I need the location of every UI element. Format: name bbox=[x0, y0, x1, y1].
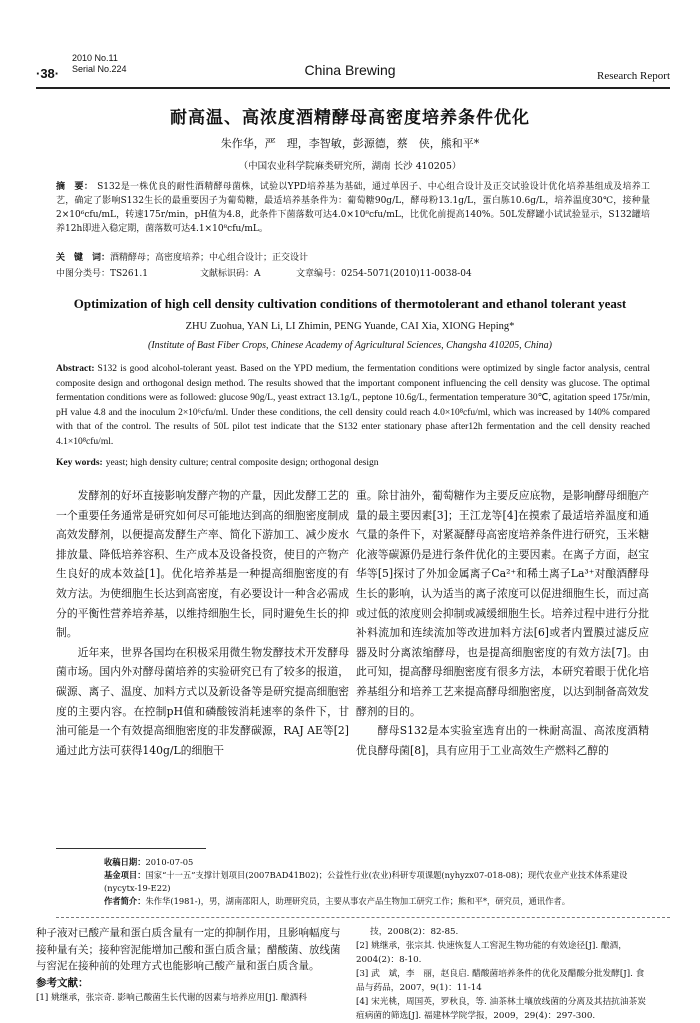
footnote-author bbox=[104, 895, 650, 908]
reference-item: [3] 武 斌，李 丽，赵良启. 醋酸菌培养条件的优化及醋酸分批发酵[J]. 食品与药品，2007，9(1)：11-14 bbox=[356, 969, 645, 993]
footnote-author-label: 作者简介： bbox=[104, 896, 146, 906]
footnote-fund-text: 国家“十一五”支撑计划项目(2007BAD41B02)；公益性行业(农业)科研专项课题(nyhyzx07-018-08)；现代农业产业技术体系建设(nycytx-19-E22) bbox=[104, 870, 628, 893]
continuation-text: 种子液对已酸产量和蛋白质含量有一定的抑制作用，且影响幅度与接种量有关；接种窖泥能增加己酸和蛋白质含量；醋酸菌、放线菌与窖泥在接种前的处理方式也能影响己酸产量和蛋白质含量。 bbox=[36, 927, 341, 972]
document-code: 文献标识码：A bbox=[200, 269, 261, 279]
reference-item: [2] 姚继承，张宗其. 快速恢复人工窖泥生物功能的有效途径[J]. 酿酒，2004(2)：8-10. bbox=[356, 941, 627, 965]
references-heading: 参考文献： bbox=[36, 976, 89, 989]
footnote-received bbox=[104, 856, 650, 869]
reference-item-continued: 技，2008(2)：82-85. bbox=[370, 927, 459, 937]
continuation-right bbox=[356, 925, 652, 1023]
abstract-english-label: Abstract: bbox=[56, 364, 95, 374]
affiliation-chinese: （中国农业科学院麻类研究所，湖南 长沙 410205） bbox=[238, 161, 462, 172]
abstract-chinese bbox=[56, 180, 650, 236]
abstract-english-text: S132 is good alcohol-tolerant yeast. Based on the YPD medium, the fermentation conditions were optimized by single factor analysis, central composite design and orthogonal design method. The results showed that the important component influencing the cell density was glucose. The optimal fermentation conditions were as followed: glucose 90g/L, yeast extract 13.1g/L, peptone 10.6g/L, fermentation temperature 30℃, agitation speed 175r/min, pH value 4.8 and the inoculum 2×10⁶cfu/ml. Under these conditions, the cell density could reach 4.0×10⁸cfu/ml, which was increased by 140% compared with that of the control. The results of 50L pilot test indicate that the S132 enter stationary phase after12h fermentation and the cell density reached 4.1×10⁸cfu/ml. bbox=[56, 364, 650, 447]
footnote-author-text: 朱作华(1981-)，男，湖南邵阳人，助理研究员，主要从事农产品生物加工研究工作；熊和平*，研究员，通讯作者。 bbox=[145, 896, 570, 906]
footnote-fund-label: 基金项目： bbox=[104, 870, 146, 880]
continuation-left bbox=[36, 925, 346, 1005]
header-rule bbox=[36, 87, 670, 89]
reference-item: [1] 姚继承，张宗奇. 影响己酸菌生长代谢的因素与培养应用[J]. 酿酒科 bbox=[36, 993, 307, 1003]
body-column-left bbox=[56, 486, 349, 760]
keywords-english-text: yeast; high density culture; central composite design; orthogonal design bbox=[105, 458, 379, 468]
footnotes bbox=[104, 856, 650, 908]
reference-item: [4] 宋光桃，周国英，罗秋良，等. 油茶林土壤放线菌的分离及其拮抗油茶炭疽病菌的筛选[J]. 福建林学院学报，2009，29(4)：297-300. bbox=[356, 997, 646, 1021]
body-paragraph: 近年来，世界各国均在积极采用微生物发酵技术开发酵母菌市场。国内外对酵母菌培养的实验研究已有了较多的报道，碳源、离子、温度、加料方式以及新设备等是研究提高细胞密度的主要内容。在控制pH值和磷酸铵消耗速率的条件下，甘油可能是一个有效提高细胞密度的非发酵碳源，RAJ AE等[2]通过此方法可获得140g/L的细胞干 bbox=[56, 645, 349, 757]
footnote-received-date: 2010-07-05 bbox=[145, 857, 194, 867]
footnote-rule bbox=[56, 848, 206, 849]
page-divider bbox=[56, 917, 670, 918]
journal-name: China Brewing bbox=[304, 62, 396, 78]
authors-english: ZHU Zuohua, YAN Li, LI Zhimin, PENG Yuande, CAI Xia, XIONG Heping* bbox=[185, 321, 515, 332]
authors-chinese: 朱作华，严 理，李智敏，彭源德，蔡 侠，熊和平* bbox=[220, 137, 480, 150]
article-number: 文章编号：0254-5071(2010)11-0038-04 bbox=[296, 269, 472, 279]
page-number: ·38· bbox=[36, 66, 60, 81]
abstract-english bbox=[56, 362, 650, 449]
keywords-chinese bbox=[56, 250, 650, 263]
abstract-chinese-text: S132是一株优良的耐性酒精酵母菌株，试验以YPD培养基为基础，通过单因子、中心组合设计及正交试验设计优化培养基组成及培养工艺，确定了影响S132生长的最重要因子为葡萄糖，最适培养基条件为：葡萄糖90g/L，酵母粉13.1g/L，蛋白胨10.6g/L，培养温度30℃，接种量2×10⁶cfu/mL，转速175r/min，pH值为4.8，此条件下菌落数可达4.0×10⁸cfu/mL，比优化前提高140%。50L发酵罐小试试验显示，S132罐培养12h即进入稳定期，菌落数可达4.1×10⁸cfu/mL。 bbox=[56, 182, 650, 234]
footnote-fund bbox=[104, 869, 650, 895]
issue-serial: Serial No.224 bbox=[72, 64, 127, 74]
section-name: Research Report bbox=[597, 70, 670, 82]
body-column-right bbox=[356, 486, 649, 760]
clc-number: 中图分类号：TS261.1 bbox=[56, 269, 148, 279]
body-paragraph: 发酵剂的好坏直接影响发酵产物的产量，因此发酵工艺的一个重要任务通常是研究如何尽可能地达到高的细胞密度制成高效发酵剂，以便提高发酵生产率、简化下游加工、减少废水排放量、降低培养容积、生产成本及设备投资，使目的产物产生良好的成本效益[1]。优化培养基是一种提高细胞密度的有效方法。为使细胞生长达到高密度，有必要设计一种含必需成分的平衡性营养培养基，以维持细胞生长，同时避免生长的抑制。 bbox=[56, 489, 349, 640]
keywords-english bbox=[56, 458, 650, 468]
footnote-received-label: 收稿日期： bbox=[104, 857, 146, 867]
body-paragraph: 重。除甘油外，葡萄糖作为主要反应底物，是影响酵母细胞产量的最主要因素[3]；王江龙等[4]在摸索了最适培养温度和通气量的条件下，对紧凝酵母高密度培养条件进行研究，玉米糖化液等碳源仍是进行条件优化的主要因素。在离子方面，赵宝华等[5]探讨了外加金属离子Ca²⁺和稀土离子La³⁺对酿酒酵母生长的影响，认为适当的离子浓度可以促进细胞生长，而过高或过低的浓度则会抑制或减缓细胞生长。培养过程中进行分批补料流加和连续流加等改进加料方法[6]或者内置膜过滤反应器及时分离浓缩酵母，也是提高细胞密度的有效方法[7]。由此可知，提高酵母细胞密度有很多方法，本研究着眼于优化培养基组分和培养工艺来提高酵母细胞密度，以达到制备高效发酵剂的目的。 bbox=[356, 489, 649, 718]
abstract-chinese-label: 摘 要： bbox=[56, 182, 94, 192]
keywords-chinese-label: 关 键 词： bbox=[56, 253, 111, 263]
keywords-english-label: Key words: bbox=[56, 458, 103, 468]
body-paragraph: 酵母S132是本实验室选育出的一株耐高温、高浓度酒精优良酵母菌[8]，具有应用于工业高效生产燃料乙醇的 bbox=[356, 724, 649, 757]
affiliation-english: (Institute of Bast Fiber Crops, Chinese Academy of Agricultural Sciences, Changsha 410205, China) bbox=[148, 340, 552, 351]
title-english: Optimization of high cell density cultivation conditions of thermotolerant and ethanol tolerant yeast bbox=[73, 296, 627, 311]
title-chinese: 耐高温、高浓度酒精酵母高密度培养条件优化 bbox=[170, 108, 530, 128]
keywords-chinese-text: 酒精酵母；高密度培养；中心组合设计；正交设计 bbox=[110, 253, 309, 263]
issue-year: 2010 No.11 bbox=[72, 53, 118, 63]
